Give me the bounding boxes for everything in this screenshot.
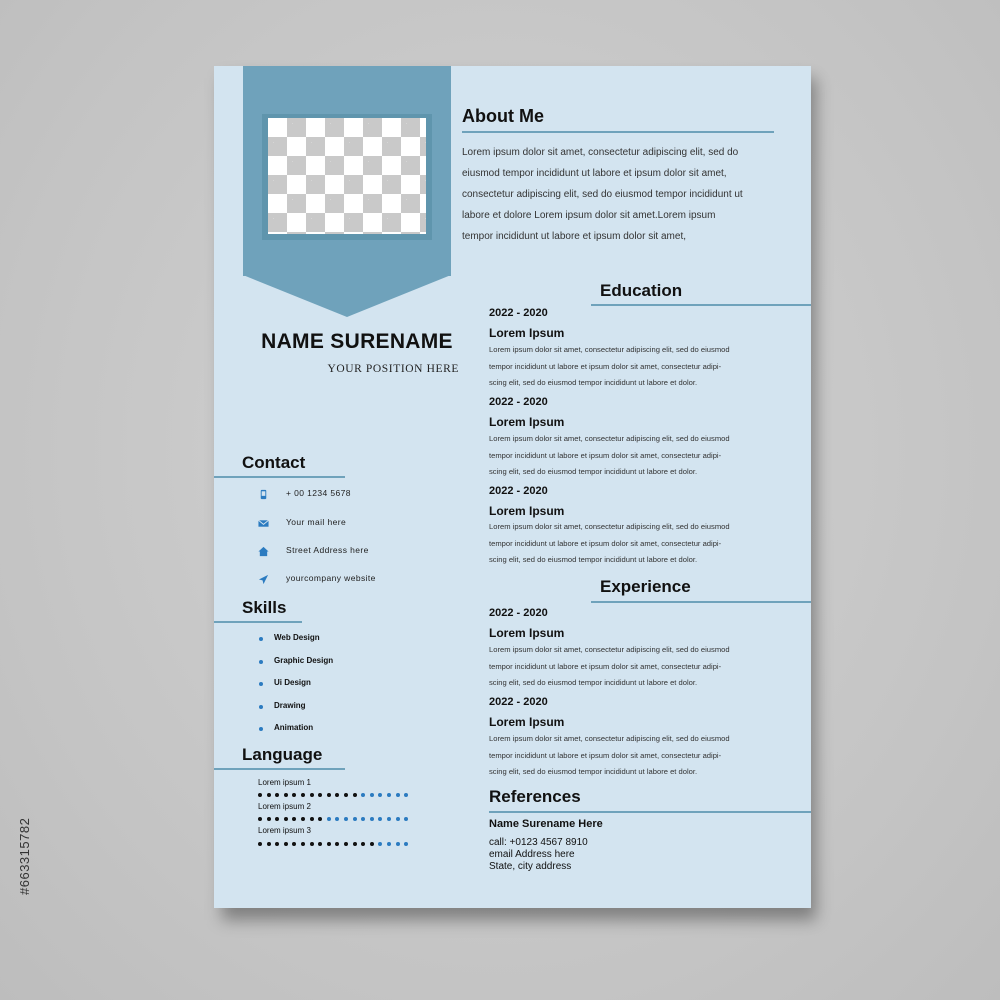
education-years: 2022 - 2020 bbox=[489, 396, 548, 408]
level-dot bbox=[396, 842, 400, 846]
language-label: Lorem ipsum 1 bbox=[258, 778, 311, 787]
language-level-2 bbox=[258, 817, 418, 823]
level-dot bbox=[344, 842, 348, 846]
level-dot bbox=[387, 842, 391, 846]
reference-email: email Address here bbox=[489, 849, 575, 860]
experience-description: Lorem ipsum dolor sit amet, consectetur adipiscing elit, sed do eiusmod tempor incididunt ut labore et ipsum dolor sit amet, consectetur adipi- scing elit, sed do eiusmod tempor incididunt ut labore et dolor. bbox=[489, 734, 730, 776]
level-dot bbox=[284, 793, 288, 797]
level-dot bbox=[267, 817, 271, 821]
contact-mail-text: Your mail here bbox=[286, 517, 347, 527]
level-dot bbox=[370, 842, 374, 846]
level-dot bbox=[318, 817, 322, 821]
contact-mail[interactable] bbox=[258, 516, 458, 532]
bullet-icon bbox=[259, 727, 263, 731]
level-dot bbox=[404, 817, 408, 821]
stock-id-label: #663315782 bbox=[17, 817, 32, 895]
level-dot bbox=[378, 817, 382, 821]
level-dot bbox=[284, 842, 288, 846]
experience-heading: Experience bbox=[600, 577, 691, 596]
education-title: Lorem Ipsum bbox=[489, 326, 565, 340]
reference-address: State, city address bbox=[489, 861, 572, 872]
reference-phone: call: +0123 4567 8910 bbox=[489, 837, 588, 848]
about-text bbox=[462, 142, 782, 247]
level-dot bbox=[275, 817, 279, 821]
level-dot bbox=[327, 842, 331, 846]
level-dot bbox=[327, 817, 331, 821]
resume-sheet: NAME SURENAME YOUR POSITION HERE About Me Lorem ipsum dolor sit amet, consectetur adipiscing elit, sed do eiusmod tempor incididunt ut labore et ipsum dolor sit amet, consectetur adipiscing elit, sed do eiusmod tempor incididunt ut labore et dolore Lorem ipsum dolor sit amet.Lorem ipsum tempor incididunt ut labore et ipsum dolor sit amet, Contact + 00 1234 5678 Your mail here Street Address here yourcompany website Skills Web Design Graphic Design Ui Design Drawing Animation Language Lorem ipsum 1 Lorem ipsum 2 Lorem ipsum 3 Education 2022 - 2020 Lorem Ipsum Lorem ipsum dolor sit amet, consectetur adipiscing elit, sed do eiusmod tempor incididunt ut labore et ipsum dolor sit amet, consectetur adipi- scing elit, sed do eiusmod tempor incididunt ut labore et dolor. 2022 - 2020 Lorem Ipsum Lorem ipsum dolor sit amet, consectetur adipiscing elit, sed do eiusmod tempor incididunt ut labore et ipsum dolor sit amet, consectetur adipi- scing elit, sed do eiusmod tempor incididunt ut labore et dolor. 2022 - 2020 Lorem Ipsum Lorem ipsum dolor sit amet, consectetur adipiscing elit, sed do eiusmod tempor incididunt ut labore et ipsum dolor sit amet, consectetur adipi- scing elit, sed do eiusmod tempor incididunt ut labore et dolor. Experience 2022 - 2020 Lorem Ipsum Lorem ipsum dolor sit amet, consectetur adipiscing elit, sed do eiusmod tempor incididunt ut labore et ipsum dolor sit amet, consectetur adipi- scing elit, sed do eiusmod tempor incididunt ut labore et dolor. 2022 - 2020 Lorem Ipsum Lorem ipsum dolor sit amet, consectetur adipiscing elit, sed do eiusmod tempor incididunt ut labore et ipsum dolor sit amet, consectetur adipi- scing elit, sed do eiusmod tempor incididunt ut labore et dolor. References Name Surename Here call: +0123 4567 8910 email Address here State, city address bbox=[214, 66, 811, 908]
level-dot bbox=[378, 842, 382, 846]
level-dot bbox=[353, 793, 357, 797]
bullet-icon bbox=[259, 682, 263, 686]
language-label: Lorem ipsum 2 bbox=[258, 802, 311, 811]
level-dot bbox=[292, 842, 296, 846]
mail-icon bbox=[258, 518, 269, 529]
level-dot bbox=[275, 793, 279, 797]
contact-heading: Contact bbox=[242, 453, 306, 472]
level-dot bbox=[292, 793, 296, 797]
level-dot bbox=[310, 793, 314, 797]
skills-rule bbox=[214, 621, 302, 623]
about-line: eiusmod tempor incididunt ut labore et ipsum dolor sit amet, bbox=[462, 168, 727, 179]
send-icon bbox=[258, 574, 269, 585]
level-dot bbox=[361, 793, 365, 797]
education-rule bbox=[591, 304, 811, 306]
references-rule bbox=[489, 811, 811, 813]
level-dot bbox=[310, 842, 314, 846]
level-dot bbox=[318, 793, 322, 797]
level-dot bbox=[344, 793, 348, 797]
photo-placeholder[interactable] bbox=[268, 118, 426, 234]
level-dot bbox=[301, 842, 305, 846]
bullet-icon bbox=[259, 705, 263, 709]
level-dot bbox=[404, 793, 408, 797]
education-heading: Education bbox=[600, 281, 683, 300]
level-dot bbox=[335, 842, 339, 846]
level-dot bbox=[275, 842, 279, 846]
contact-phone-text: + 00 1234 5678 bbox=[286, 488, 351, 498]
experience-title: Lorem Ipsum bbox=[489, 626, 565, 640]
reference-name: Name Surename Here bbox=[489, 818, 603, 830]
experience-years: 2022 - 2020 bbox=[489, 607, 548, 619]
candidate-name: NAME SURENAME bbox=[261, 330, 453, 353]
home-icon bbox=[258, 546, 269, 557]
level-dot bbox=[361, 817, 365, 821]
level-dot bbox=[267, 793, 271, 797]
about-line: labore et dolore Lorem ipsum dolor sit amet.Lorem ipsum bbox=[462, 210, 716, 221]
level-dot bbox=[327, 793, 331, 797]
level-dot bbox=[301, 817, 305, 821]
level-dot bbox=[353, 817, 357, 821]
level-dot bbox=[387, 793, 391, 797]
level-dot bbox=[292, 817, 296, 821]
about-rule bbox=[462, 131, 774, 133]
contact-phone[interactable] bbox=[258, 487, 458, 503]
about-line: tempor incididunt ut labore et ipsum dolor sit amet, bbox=[462, 231, 686, 242]
about-line: consectetur adipiscing elit, sed do eiusmod tempor incididunt ut bbox=[462, 189, 743, 200]
phone-icon bbox=[258, 489, 269, 500]
contact-website-text: yourcompany website bbox=[286, 573, 376, 583]
level-dot bbox=[301, 793, 305, 797]
level-dot bbox=[335, 793, 339, 797]
level-dot bbox=[258, 793, 262, 797]
contact-address[interactable] bbox=[258, 544, 458, 560]
level-dot bbox=[396, 793, 400, 797]
level-dot bbox=[344, 817, 348, 821]
banner-point bbox=[243, 275, 451, 317]
bullet-icon bbox=[259, 637, 263, 641]
experience-title: Lorem Ipsum bbox=[489, 715, 565, 729]
education-description: Lorem ipsum dolor sit amet, consectetur adipiscing elit, sed do eiusmod tempor incididunt ut labore et ipsum dolor sit amet, consectetur adipi- scing elit, sed do eiusmod tempor incididunt ut labore et dolor. bbox=[489, 522, 730, 564]
level-dot bbox=[310, 817, 314, 821]
about-heading: About Me bbox=[462, 106, 544, 126]
level-dot bbox=[378, 793, 382, 797]
level-dot bbox=[258, 842, 262, 846]
contact-address-text: Street Address here bbox=[286, 545, 369, 555]
education-description: Lorem ipsum dolor sit amet, consectetur adipiscing elit, sed do eiusmod tempor incididunt ut labore et ipsum dolor sit amet, consectetur adipi- scing elit, sed do eiusmod tempor incididunt ut labore et dolor. bbox=[489, 345, 730, 387]
level-dot bbox=[361, 842, 365, 846]
level-dot bbox=[404, 842, 408, 846]
bullet-icon bbox=[259, 660, 263, 664]
contact-rule bbox=[214, 476, 345, 478]
level-dot bbox=[370, 793, 374, 797]
education-title: Lorem Ipsum bbox=[489, 504, 565, 518]
language-label: Lorem ipsum 3 bbox=[258, 826, 311, 835]
level-dot bbox=[267, 842, 271, 846]
experience-rule bbox=[591, 601, 811, 603]
about-line: Lorem ipsum dolor sit amet, consectetur adipiscing elit, sed do bbox=[462, 147, 739, 158]
language-heading: Language bbox=[242, 745, 323, 764]
level-dot bbox=[387, 817, 391, 821]
level-dot bbox=[353, 842, 357, 846]
level-dot bbox=[370, 817, 374, 821]
language-level-1 bbox=[258, 793, 418, 799]
language-rule bbox=[214, 768, 345, 770]
experience-years: 2022 - 2020 bbox=[489, 696, 548, 708]
level-dot bbox=[335, 817, 339, 821]
education-title: Lorem Ipsum bbox=[489, 415, 565, 429]
skills-heading: Skills bbox=[242, 598, 287, 617]
level-dot bbox=[318, 842, 322, 846]
candidate-position: YOUR POSITION HERE bbox=[327, 363, 459, 375]
references-heading: References bbox=[489, 787, 581, 806]
experience-description: Lorem ipsum dolor sit amet, consectetur adipiscing elit, sed do eiusmod tempor incididunt ut labore et ipsum dolor sit amet, consectetur adipi- scing elit, sed do eiusmod tempor incididunt ut labore et dolor. bbox=[489, 645, 730, 687]
education-description: Lorem ipsum dolor sit amet, consectetur adipiscing elit, sed do eiusmod tempor incididunt ut labore et ipsum dolor sit amet, consectetur adipi- scing elit, sed do eiusmod tempor incididunt ut labore et dolor. bbox=[489, 434, 730, 476]
education-years: 2022 - 2020 bbox=[489, 485, 548, 497]
contact-website[interactable] bbox=[258, 572, 458, 588]
level-dot bbox=[284, 817, 288, 821]
education-years: 2022 - 2020 bbox=[489, 307, 548, 319]
level-dot bbox=[258, 817, 262, 821]
level-dot bbox=[396, 817, 400, 821]
language-level-3 bbox=[258, 842, 418, 848]
